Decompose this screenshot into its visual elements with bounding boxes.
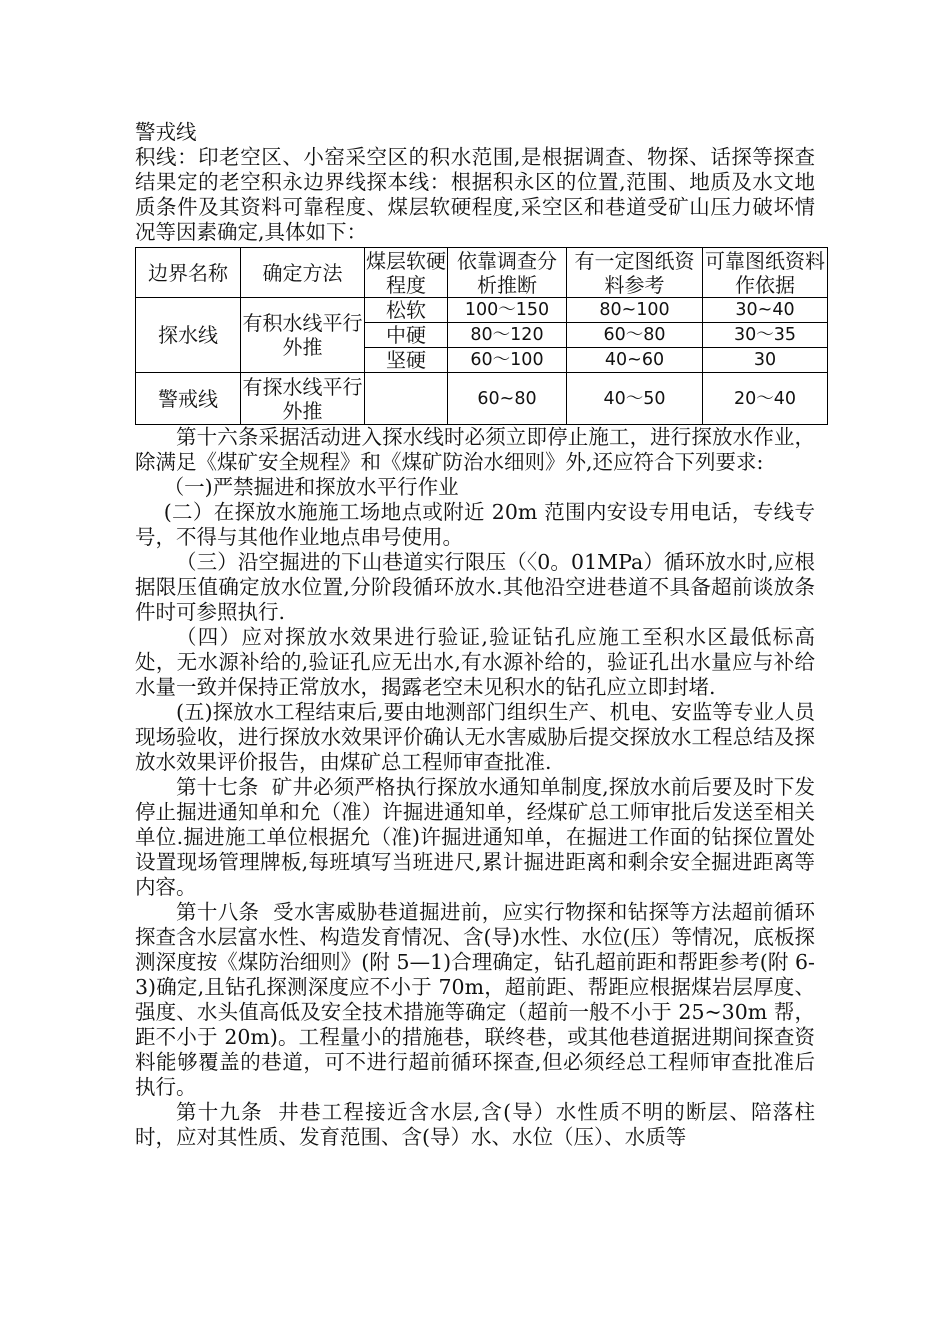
value-cell: 30 <box>703 348 828 373</box>
table-header-row <box>136 248 828 298</box>
header-cell: 有一定图纸资料参考 <box>567 248 703 298</box>
header-cell: 确定方法 <box>241 248 365 298</box>
value-cell: 80～120 <box>448 323 567 348</box>
article-17: 第十七条 矿井必须严格执行探放水通知单制度,探放水前后要及时下发停止掘进通知单和允（准）许掘进通知单，经煤矿总工师审批后发送至相关单位.掘进施工单位根据允（准)许掘进通知单，在掘进工作面的钻探位置处设置现场管理牌板,每班填写当班进尺,累计掘进距离和剩余安全掘进距离等内容。 <box>135 775 815 899</box>
value-cell: 40～50 <box>567 373 703 425</box>
header-cell: 煤层软硬程度 <box>366 248 446 297</box>
header-cell: 可靠图纸资料作依据 <box>703 248 828 298</box>
value-cell: 100～150 <box>448 298 567 323</box>
article-16: 第十六条采据活动进入探水线时必须立即停止施工，进行探放水作业，除满足《煤矿安全规程》和《煤矿防治水细则》外,还应符合下列要求: <box>135 425 815 474</box>
value-cell: 60～100 <box>448 348 567 373</box>
value-cell: 80~100 <box>567 298 703 323</box>
item-5: (五)探放水工程结束后,要由地测部门组织生产、机电、安监等专业人员现场验收，进行探放水效果评价确认无水害威胁后提交探放水工程总结及探放水效果评价报告，由煤矿总工程师审查批准. <box>135 700 815 774</box>
hardness-cell: 松软 <box>365 298 448 323</box>
hardness-cell: 中硬 <box>365 323 448 348</box>
header-cell: 依靠调查分析推断 <box>448 248 567 298</box>
table-row <box>136 298 828 323</box>
item-3: （三）沿空掘进的下山巷道实行限压（〈0。01MPa）循环放水时,应根据限压值确定放水位置,分阶段循环放水.其他沿空进巷道不具备超前谈放条件时可参照执行. <box>135 550 815 624</box>
value-cell: 20～40 <box>703 373 828 425</box>
item-4: （四）应对探放水效果进行验证,验证钻孔应施工至积水区最低标高处，无水源补给的,验证孔应无出水,有水源补给的，验证孔出水量应与补给水量一致并保持正常放水，揭露老空未见积水的钻孔应立即封堵. <box>135 625 815 699</box>
article-19: 第十九条 井巷工程接近含水层,含(导）水性质不明的断层、陪落柱时，应对其性质、发育范围、含(导）水、水位（压）、水质等 <box>135 1100 815 1149</box>
probe-line-method: 有积水线平行外推 <box>241 298 365 373</box>
item-2: (二）在探放水施施工场地点或附近 20m 范围内安设专用电话，专线专号，不得与其他作业地点串号使用。 <box>135 500 815 549</box>
warning-line-method: 有探水线平行外推 <box>242 374 363 423</box>
table-row <box>136 373 828 425</box>
item-1: （一)严禁掘进和探放水平行作业 <box>163 475 459 499</box>
boundary-table <box>135 247 828 425</box>
value-cell: 60~80 <box>448 373 567 425</box>
probe-line-name: 探水线 <box>136 298 241 373</box>
hardness-cell: 坚硬 <box>365 348 448 373</box>
hardness-cell <box>365 373 448 425</box>
article-18: 第十八条 受水害威胁巷道掘进前，应实行物探和钻探等方法超前循环探查含水层富水性、构造发育情况、含(导)水性、水位(压）等情况，底板探测深度按《煤防治细则》(附 5—1)合理确定，钻孔超前距和帮距参考(附 6-3)确定,且钻孔探测深度应不小于 70m，超前距、帮距应根据煤岩层厚度、强度、水头值高低及安全技术措施等确定（超前一般不小于 25~30m 帮，距不小于 20m)。工程量小的措施巷，联终巷，或其他巷道据进期间探查资料能够覆盖的巷道，可不进行超前循环探查,但必须经总工程师审查批准后执行。 <box>135 900 815 1099</box>
value-cell: 30~40 <box>703 298 828 323</box>
warning-line-name: 警戒线 <box>136 373 241 425</box>
intro-paragraph: 积线：印老空区、小窑采空区的积水范围,是根据调查、物探、话探等探查结果定的老空积永边界线探本线：根据积永区的位置,范围、地质及水文地质条件及其资料可靠程度、煤层软硬程度,采空区和巷道受矿山压力破坏情况等因素确定,具体如下： <box>135 145 815 244</box>
heading-line: 警戎线 <box>135 120 197 144</box>
value-cell: 30～35 <box>703 323 828 348</box>
value-cell: 40~60 <box>567 348 703 373</box>
value-cell: 60～80 <box>567 323 703 348</box>
document-page <box>135 120 825 1150</box>
header-cell: 边界名称 <box>136 248 241 298</box>
